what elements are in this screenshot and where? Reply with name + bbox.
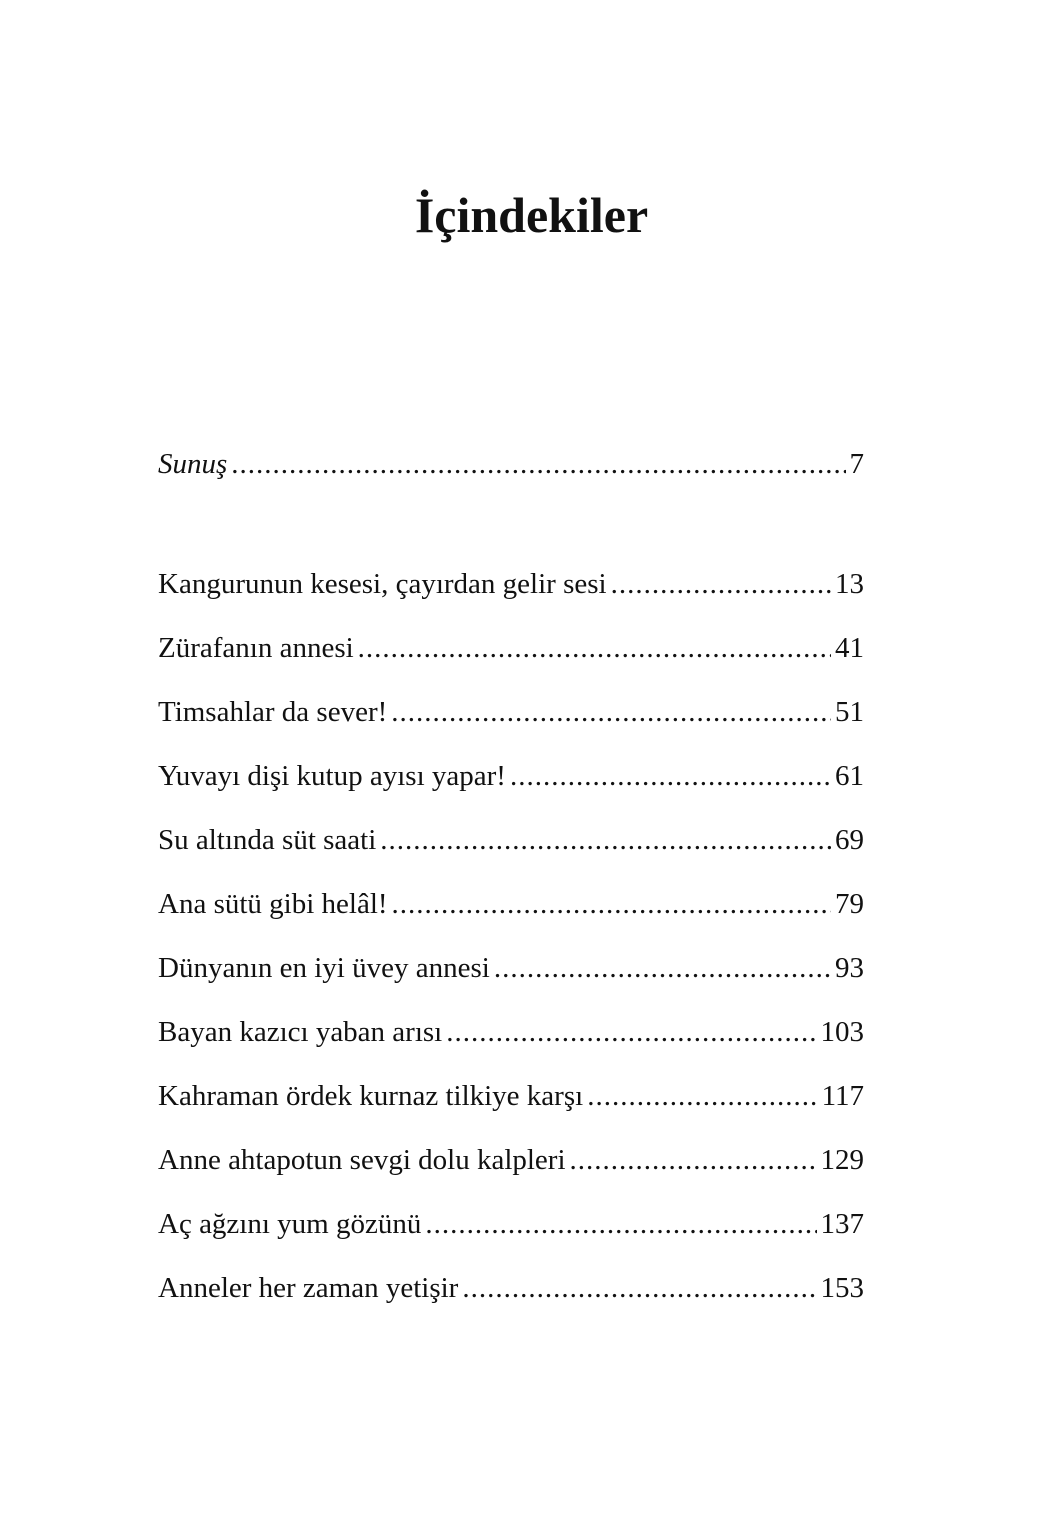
toc-entry-preface[interactable] (158, 446, 864, 482)
toc-entry-page: 13 (835, 568, 864, 600)
toc-entry[interactable] (158, 694, 864, 730)
toc-entry-page: 117 (821, 1080, 864, 1112)
dot-leader (494, 950, 831, 986)
toc-entry-title: Kangurunun kesesi, çayırdan gelir sesi (158, 568, 607, 600)
toc-entry[interactable] (158, 822, 864, 858)
toc-entry-title: Anne ahtapotun sevgi dolu kalpleri (158, 1144, 566, 1176)
dot-leader (380, 822, 831, 858)
toc-entry-title: Yuvayı dişi kutup ayısı yapar! (158, 760, 506, 792)
toc-entry-page: 153 (820, 1272, 864, 1304)
toc-entry-page: 61 (835, 760, 864, 792)
toc-entry-title: Zürafanın annesi (158, 632, 354, 664)
toc-entry-page: 7 (849, 448, 864, 480)
toc-entry-page: 93 (835, 952, 864, 984)
dot-leader (392, 886, 831, 922)
dot-leader (462, 1270, 816, 1306)
toc-entry-page: 103 (820, 1016, 864, 1048)
toc-entry-title: Aç ağzını yum gözünü (158, 1208, 422, 1240)
dot-leader (358, 630, 831, 666)
toc-entry[interactable] (158, 1142, 864, 1178)
toc-entry-title: Anneler her zaman yetişir (158, 1272, 459, 1304)
toc-entry-page: 41 (835, 632, 864, 664)
dot-leader (611, 566, 831, 602)
toc-entry[interactable] (158, 1014, 864, 1050)
toc-entry-page: 129 (820, 1144, 864, 1176)
toc-entry-title: Sunuş (158, 448, 228, 480)
toc-entry-page: 79 (835, 888, 864, 920)
dot-leader (231, 446, 845, 482)
toc-entry[interactable] (158, 1270, 864, 1306)
dot-leader (510, 758, 831, 794)
dot-leader (570, 1142, 817, 1178)
toc-entry-page: 51 (835, 696, 864, 728)
toc-entry[interactable] (158, 950, 864, 986)
toc-entry-title: Kahraman ördek kurnaz tilkiye karşı (158, 1080, 584, 1112)
toc-entry-title: Su altında süt saati (158, 824, 377, 856)
toc-entry-page: 69 (835, 824, 864, 856)
toc-entry-title: Ana sütü gibi helâl! (158, 888, 388, 920)
dot-leader (425, 1206, 816, 1242)
dot-leader (587, 1078, 817, 1114)
toc-entry[interactable] (158, 1078, 864, 1114)
toc-entry-page: 137 (820, 1208, 864, 1240)
toc-entry[interactable] (158, 1206, 864, 1242)
toc-entry-title: Bayan kazıcı yaban arısı (158, 1016, 443, 1048)
dot-leader (391, 694, 831, 730)
toc-entry-title: Timsahlar da sever! (158, 696, 388, 728)
toc-entry-title: Dünyanın en iyi üvey annesi (158, 952, 490, 984)
toc-entry[interactable] (158, 630, 864, 666)
dot-leader (446, 1014, 816, 1050)
page-title: İçindekiler (414, 187, 649, 243)
toc-entry[interactable] (158, 758, 864, 794)
toc-entry[interactable] (158, 886, 864, 922)
toc-entry[interactable] (158, 566, 864, 602)
